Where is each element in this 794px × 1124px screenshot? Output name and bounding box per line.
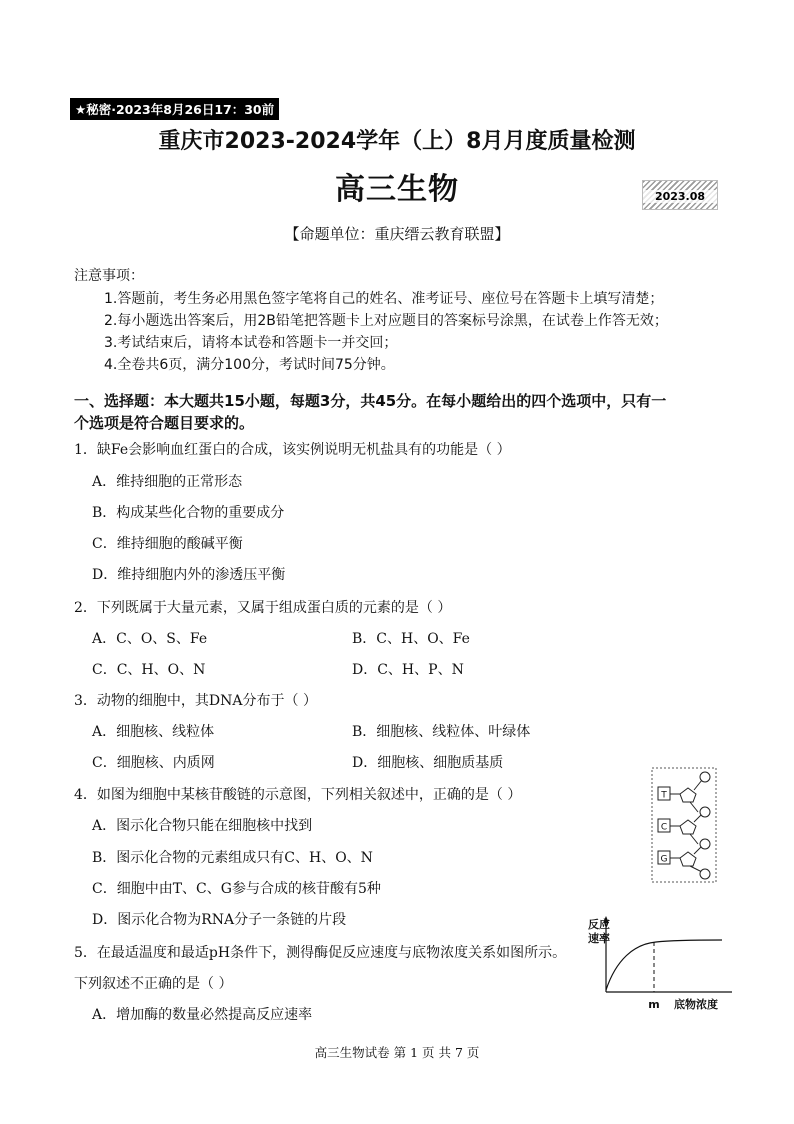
notice-item: 2.每小题选出答案后，用2B铅笔把答题卡上对应题目的答案标号涂黑，在试卷上作答无效； [104, 313, 668, 329]
section-heading: 一、选择题：本大题共15小题，每题3分，共45分。在每小题给出的四个选项中，只有一 [74, 392, 667, 410]
base-label: T [661, 790, 667, 801]
y-axis-label-line2: 速率 [588, 932, 610, 945]
notice-item: 3.考试结束后，请将本试卷和答题卡一并交回； [104, 335, 398, 351]
question-4-option-d: D．图示化合物为RNA分子一条链的片段 [92, 912, 347, 928]
question-3-stem: 3．动物的细胞中，其DNA分布于（ ） [74, 693, 317, 709]
nucleotide-chain-figure [650, 766, 718, 884]
question-2-option-c: C．C、H、O、N [92, 662, 206, 678]
subject-title: 高三生物 [335, 172, 459, 207]
date-stamp-text: 2023.08 [643, 190, 717, 203]
question-2-stem: 2．下列既属于大量元素，又属于组成蛋白质的元素的是（ ） [74, 600, 452, 616]
question-5-stem: 5．在最适温度和最适pH条件下，测得酶促反应速度与底物浓度关系如图所示。 [74, 945, 567, 961]
section-heading-cont: 个选项是符合题目要求的。 [74, 414, 255, 432]
question-3-option-d: D．细胞核、细胞质基质 [352, 755, 504, 771]
x-axis-label: 底物浓度 [674, 998, 718, 1011]
secret-badge: ★秘密·2023年8月26日17：30前 [70, 98, 279, 120]
question-3-option-c: C．细胞核、内质网 [92, 755, 215, 771]
question-4-option-c: C．细胞中由T、C、G参与合成的核苷酸有5种 [92, 881, 381, 897]
marker-m-label: m [648, 998, 660, 1011]
question-2-option-a: A．C、O、S、Fe [92, 631, 208, 647]
question-4-stem: 4．如图为细胞中某核苷酸链的示意图，下列相关叙述中，正确的是（ ） [74, 787, 522, 803]
question-3-option-b: B．细胞核、线粒体、叶绿体 [352, 724, 531, 740]
phosphate-circle [700, 869, 710, 879]
notice-heading: 注意事项： [74, 268, 144, 284]
date-stamp [642, 180, 718, 210]
question-1-option-a: A．维持细胞的正常形态 [92, 474, 243, 490]
rate-curve [606, 940, 722, 990]
question-1-stem: 1．缺Fe会影响血红蛋白的合成，该实例说明无机盐具有的功能是（ ） [74, 442, 511, 458]
question-1-option-d: D．维持细胞内外的渗透压平衡 [92, 567, 286, 583]
base-label: G [660, 854, 668, 865]
question-4-option-b: B．图示化合物的元素组成只有C、H、O、N [92, 850, 373, 866]
question-5-stem-cont: 下列叙述不正确的是（ ） [74, 976, 233, 992]
question-3-option-a: A．细胞核、线粒体 [92, 724, 215, 740]
question-5-option-a: A．增加酶的数量必然提高反应速率 [92, 1007, 313, 1023]
notice-item: 1.答题前，考生务必用黑色签字笔将自己的姓名、准考证号、座位号在答题卡上填写清楚； [104, 291, 664, 307]
phosphate-circle [700, 772, 710, 782]
question-1-option-b: B．构成某些化合物的重要成分 [92, 505, 285, 521]
phosphate-circle [700, 839, 710, 849]
question-2-option-d: D．C、H、P、N [352, 662, 464, 678]
enzyme-rate-graph [584, 912, 734, 1024]
question-1-option-c: C．维持细胞的酸碱平衡 [92, 536, 243, 552]
notice-item: 4.全卷共6页，满分100分，考试时间75分钟。 [104, 357, 395, 373]
exam-title: 重庆市2023-2024学年（上）8月月度质量检测 [158, 129, 636, 154]
page-footer: 高三生物试卷 第 1 页 共 7 页 [314, 1045, 480, 1060]
question-4-option-a: A．图示化合物只能在细胞核中找到 [92, 818, 313, 834]
phosphate-circle [700, 807, 710, 817]
base-label: C [660, 822, 668, 833]
issuing-unit: 【命题单位：重庆缙云教育联盟】 [284, 225, 510, 243]
y-axis-label-line1: 反应 [588, 918, 610, 931]
question-2-option-b: B．C、H、O、Fe [352, 631, 470, 647]
